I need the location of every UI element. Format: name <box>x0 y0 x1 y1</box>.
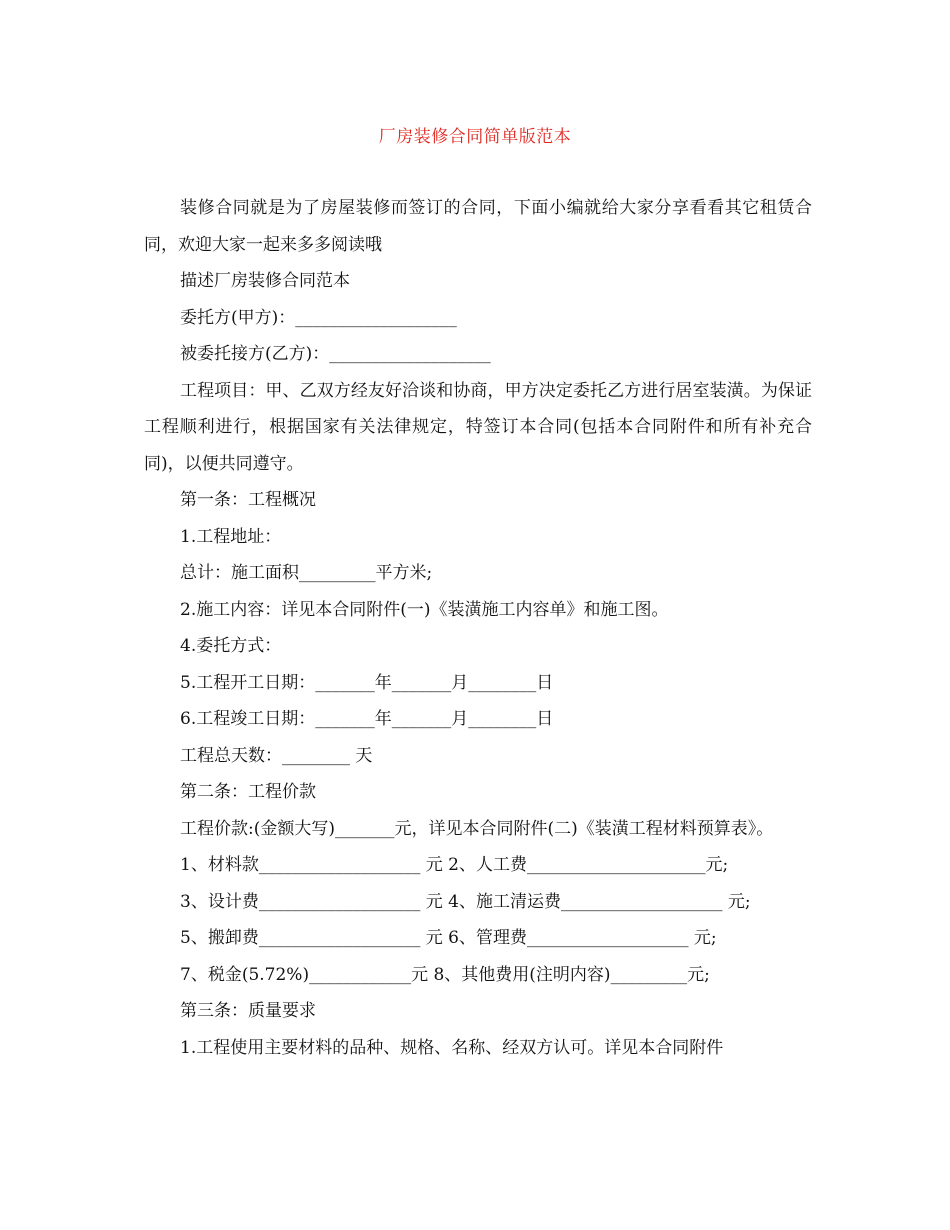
subtitle-line: 描述厂房装修合同范本 <box>180 271 350 291</box>
clause-area: 总计：施工面积_________平方米; <box>180 563 433 583</box>
article-2-heading: 第二条：工程价款 <box>180 782 316 802</box>
document-title: 厂房装修合同简单版范本 <box>378 127 572 147</box>
document-body <box>144 190 812 1066</box>
clause-start-date: 5.工程开工日期：_______年_______月________日 <box>180 672 554 693</box>
intro-paragraph: 装修合同就是为了房屋装修而签订的合同，下面小编就给大家分享看看其它租赁合同，欢迎大家一起来多多阅读哦 <box>144 198 812 255</box>
party-a-line: 委托方(甲方)：___________________ <box>180 307 457 328</box>
fee-line-2: 3、设计费___________________ 元 4、施工清运费___________________ 元; <box>180 891 751 912</box>
project-paragraph: 工程项目：甲、乙双方经友好洽谈和协商，甲方决定委托乙方进行居室装潢。为保证工程顺利进行，根据国家有关法律规定，特签订本合同(包括本合同附件和所有补充合同)，以便共同遵守。 <box>144 380 812 474</box>
fee-line-4: 7、税金(5.72%)____________元 8、其他费用(注明内容)_________元; <box>180 964 710 985</box>
clause-method: 4.委托方式： <box>180 636 282 656</box>
fee-line-1: 1、材料款___________________ 元 2、人工费_____________________元; <box>180 855 729 875</box>
article-1-heading: 第一条：工程概况 <box>180 490 316 510</box>
fee-line-3: 5、搬卸费___________________ 元 6、管理费___________________ 元; <box>180 928 717 948</box>
clause-content: 2.施工内容：详见本合同附件(一)《装潢施工内容单》和施工图。 <box>180 599 669 620</box>
clause-total-days: 工程总天数：________ 天 <box>180 745 373 766</box>
article-3-heading: 第三条：质量要求 <box>180 1001 316 1021</box>
clause-materials: 1.工程使用主要材料的品种、规格、名称、经双方认可。详见本合同附件 <box>180 1037 724 1058</box>
clause-end-date: 6.工程竣工日期：_______年_______月________日 <box>180 709 554 729</box>
clause-price: 工程价款:(金额大写)_______元，详见本合同附件(二)《装潢工程材料预算表》。 <box>180 818 774 839</box>
party-b-line: 被委托接方(乙方)：___________________ <box>180 344 491 364</box>
clause-address: 1.工程地址： <box>180 526 282 547</box>
